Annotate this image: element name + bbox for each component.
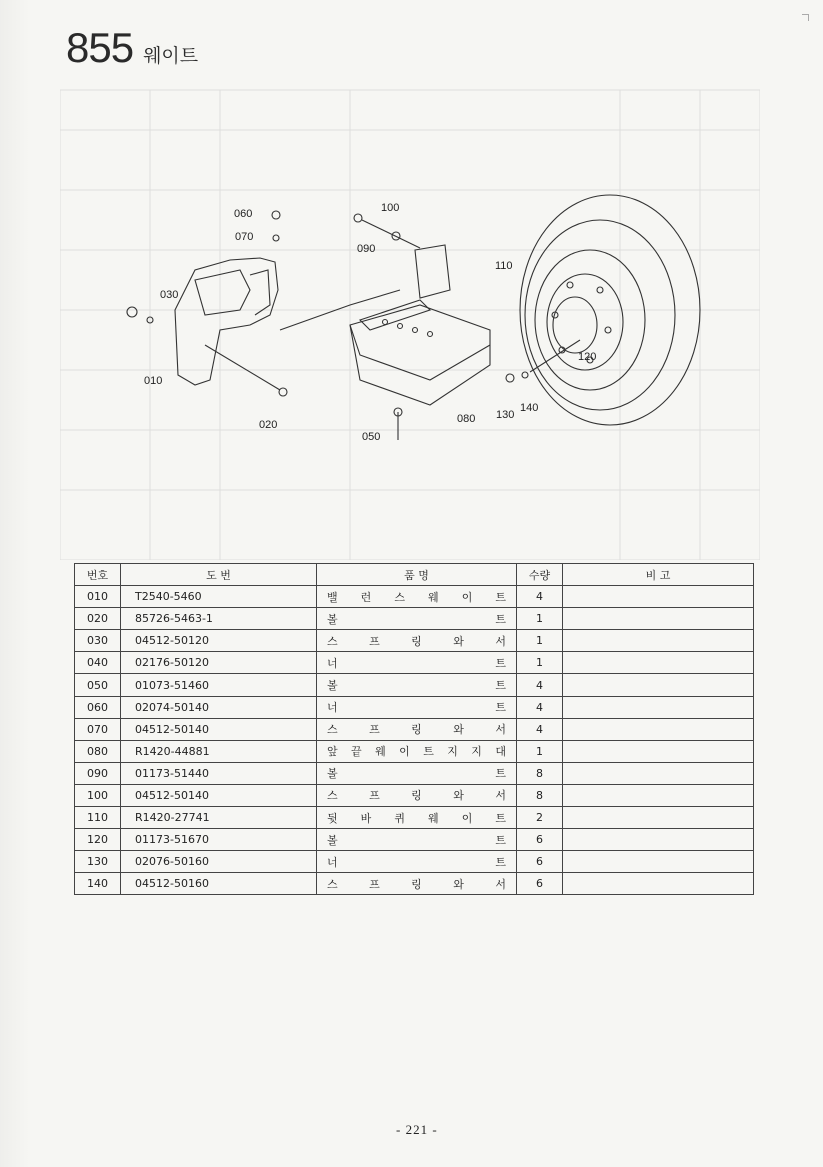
cell-no: 120 (75, 829, 121, 851)
page-number: - 221 - (396, 1122, 438, 1137)
table-header-row (75, 564, 754, 586)
callout-050: 050 (362, 431, 381, 443)
cell-name: 스 프 링 와 서 (317, 630, 517, 652)
table-row (75, 674, 754, 696)
cell-remarks (563, 608, 754, 630)
cell-qty: 4 (517, 674, 563, 696)
table-row (75, 608, 754, 630)
exploded-parts-diagram (100, 190, 740, 470)
diagram-callouts (144, 202, 596, 443)
parts-table (74, 563, 754, 895)
cell-qty: 4 (517, 696, 563, 718)
cell-code: R1420-44881 (121, 740, 317, 762)
cell-no: 010 (75, 586, 121, 608)
callout-110: 110 (495, 260, 513, 272)
cell-code: 85726-5463-1 (121, 608, 317, 630)
cell-qty: 4 (517, 718, 563, 740)
cell-code: 04512-50140 (121, 718, 317, 740)
cell-no: 040 (75, 652, 121, 674)
cell-no: 070 (75, 718, 121, 740)
section-title: 웨이트 (143, 45, 199, 67)
cell-qty: 1 (517, 608, 563, 630)
callout-090: 090 (357, 243, 376, 255)
cell-no: 020 (75, 608, 121, 630)
cell-name: 볼 트 (317, 608, 517, 630)
cell-qty: 4 (517, 586, 563, 608)
cell-name: 너 트 (317, 652, 517, 674)
cell-name: 볼 트 (317, 829, 517, 851)
callout-010: 010 (144, 375, 163, 387)
cell-name: 너 트 (317, 696, 517, 718)
cell-qty: 8 (517, 762, 563, 784)
table-row (75, 740, 754, 762)
callout-120: 120 (578, 351, 597, 363)
table-row (75, 652, 754, 674)
balance-weight-drawing (175, 258, 278, 385)
cell-no: 090 (75, 762, 121, 784)
table-row (75, 696, 754, 718)
cell-name: 밸 런 스 웨 이 트 (317, 586, 517, 608)
cell-code: 01173-51440 (121, 762, 317, 784)
callout-140: 140 (520, 402, 539, 414)
callout-020: 020 (259, 419, 278, 431)
table-row (75, 762, 754, 784)
table-row (75, 851, 754, 873)
header-code: 도 번 (121, 564, 317, 586)
cell-no: 050 (75, 674, 121, 696)
cell-remarks (563, 718, 754, 740)
cell-remarks (563, 674, 754, 696)
cell-code: 02076-50160 (121, 851, 317, 873)
cell-no: 130 (75, 851, 121, 873)
cell-remarks (563, 630, 754, 652)
cell-code: 04512-50140 (121, 784, 317, 806)
cell-remarks (563, 696, 754, 718)
cell-code: R1420-27741 (121, 807, 317, 829)
cell-name: 스 프 링 와 서 (317, 718, 517, 740)
header-remarks: 비 고 (563, 564, 754, 586)
cell-remarks (563, 586, 754, 608)
callout-130: 130 (496, 409, 515, 421)
header-no: 번호 (75, 564, 121, 586)
header-qty: 수량 (517, 564, 563, 586)
table-row (75, 829, 754, 851)
callout-080: 080 (457, 413, 476, 425)
callout-100: 100 (381, 202, 400, 214)
cell-no: 030 (75, 630, 121, 652)
cell-qty: 8 (517, 784, 563, 806)
table-row (75, 807, 754, 829)
cell-name: 스 프 링 와 서 (317, 873, 517, 895)
table-row (75, 718, 754, 740)
cell-qty: 1 (517, 740, 563, 762)
bolt-020-drawing (205, 345, 280, 390)
cell-no: 060 (75, 696, 121, 718)
cell-code: T2540-5460 (121, 586, 317, 608)
support-frame-drawing (350, 305, 490, 405)
cell-qty: 1 (517, 652, 563, 674)
table-row (75, 630, 754, 652)
header-name: 품 명 (317, 564, 517, 586)
cell-remarks (563, 762, 754, 784)
rear-wheel-weight-drawing (520, 195, 700, 425)
callout-030: 030 (160, 289, 179, 301)
cell-no: 140 (75, 873, 121, 895)
cell-name: 너 트 (317, 851, 517, 873)
cell-qty: 2 (517, 807, 563, 829)
cell-no: 110 (75, 807, 121, 829)
cell-name: 스 프 링 와 서 (317, 784, 517, 806)
cell-remarks (563, 851, 754, 873)
table-row (75, 586, 754, 608)
cell-remarks (563, 807, 754, 829)
cell-remarks (563, 829, 754, 851)
cell-no: 100 (75, 784, 121, 806)
cell-qty: 6 (517, 829, 563, 851)
cell-name: 앞 끝 웨 이 트 지 지 대 (317, 740, 517, 762)
cell-remarks (563, 873, 754, 895)
cell-remarks (563, 652, 754, 674)
cell-name: 볼 트 (317, 762, 517, 784)
cell-code: 01073-51460 (121, 674, 317, 696)
callout-070: 070 (235, 231, 254, 243)
table-row (75, 873, 754, 895)
table-row (75, 784, 754, 806)
section-number: 855 (66, 24, 134, 71)
cell-code: 02176-50120 (121, 652, 317, 674)
section-header (66, 24, 198, 72)
cell-remarks (563, 740, 754, 762)
cell-name: 볼 트 (317, 674, 517, 696)
cell-code: 02074-50140 (121, 696, 317, 718)
cell-code: 01173-51670 (121, 829, 317, 851)
cell-qty: 6 (517, 873, 563, 895)
cell-name: 뒷 바 퀴 웨 이 트 (317, 807, 517, 829)
cell-code: 04512-50160 (121, 873, 317, 895)
cell-qty: 1 (517, 630, 563, 652)
cell-qty: 6 (517, 851, 563, 873)
cell-remarks (563, 784, 754, 806)
page-corner-mark (802, 14, 809, 21)
callout-060: 060 (234, 208, 253, 220)
cell-no: 080 (75, 740, 121, 762)
cell-code: 04512-50120 (121, 630, 317, 652)
